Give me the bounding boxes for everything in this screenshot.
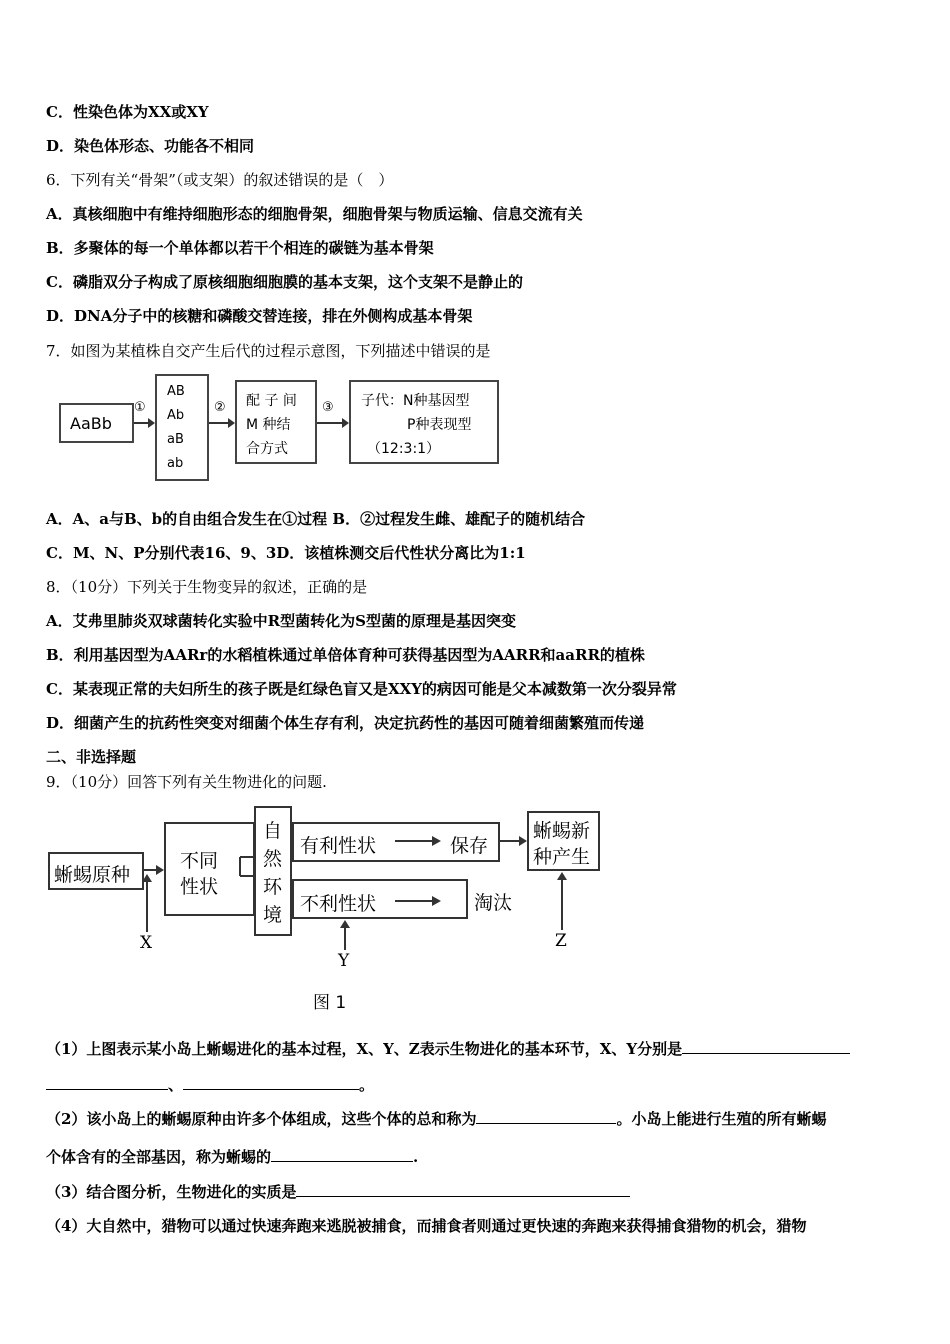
- q9-part1-blank-2[interactable]: [183, 1075, 359, 1090]
- q7-options-cd: C．M、N、P分别代表16、9、3D．该植株测交后代性状分离比为1:1: [46, 544, 526, 562]
- gamete-ab-lower-upper: aB: [167, 432, 184, 447]
- q6-stem: 6．下列有关“骨架”（或支架）的叙述错误的是（ ）: [46, 171, 394, 189]
- offspring-ratio: （12:3:1）: [367, 441, 441, 457]
- different-traits-box: [164, 822, 255, 916]
- q9-part2-text-a: （2）该小岛上的蜥蜴原种由许多个体组成，这些个体的总和称为: [46, 1110, 477, 1128]
- traits-line-1: 不同: [180, 850, 219, 872]
- q9-part1-blank-1b[interactable]: [46, 1075, 168, 1090]
- q7-options-ab: A．A、a与B、b的自由组合发生在①过程 B．②过程发生雌、雄配子的随机结合: [46, 510, 586, 528]
- figure-caption: 图 1: [313, 993, 347, 1013]
- label-z: Z: [555, 931, 567, 951]
- env-char-2: 然: [263, 848, 283, 870]
- environment-box: [254, 806, 292, 936]
- q6-option-d: D．DNA分子中的核糖和磷酸交替连接，排在外侧构成基本骨架: [46, 307, 473, 325]
- q9-stem: 9．（10分）回答下列有关生物进化的问题.: [46, 773, 327, 791]
- genotype-label: AaBb: [70, 414, 112, 433]
- q8-option-b: B．利用基因型为AARr的水稻植株通过单倍体育种可获得基因型为AARR和aaRR的植株: [46, 646, 645, 664]
- q9-part1-blank-1[interactable]: [682, 1039, 850, 1054]
- q9-part2: [46, 1109, 826, 1129]
- favorable-box: [292, 822, 500, 862]
- q6-option-a: A．真核细胞中有维持细胞形态的细胞骨架，细胞骨架与物质运输、信息交流有关: [46, 205, 583, 223]
- q9-part4: （4）大自然中，猎物可以通过快速奔跑来逃脱被捕食，而捕食者则通过更快速的奔跑来获得捕食猎物的机会，猎物: [46, 1217, 807, 1235]
- new-species-line-1: 蜥蜴新: [533, 820, 591, 842]
- new-species-line-2: 种产生: [533, 846, 591, 868]
- label-y: Y: [338, 951, 350, 971]
- q9-part1-cont: [46, 1075, 374, 1095]
- q9-part1-end: 。: [359, 1076, 375, 1094]
- gamete-ab-mixed: Ab: [167, 408, 185, 423]
- favorable-traits-label: 有利性状: [300, 835, 377, 857]
- q8-stem: 8．（10分）下列关于生物变异的叙述，正确的是: [46, 578, 368, 596]
- offspring-line-1: 子代：N种基因型: [361, 393, 470, 409]
- origin-species-label: 蜥蜴原种: [54, 864, 131, 886]
- q8-option-a: A．艾弗里肺炎双球菌转化实验中R型菌转化为S型菌的原理是基因突变: [46, 612, 516, 630]
- q5-option-d: D．染色体形态、功能各不相同: [46, 137, 255, 155]
- preserve-label: 保存: [450, 835, 489, 857]
- q9-part2-blank-2[interactable]: [271, 1147, 413, 1162]
- q8-option-c: C．某表现正常的夫妇所生的孩子既是红绿色盲又是XXY的病因可能是父本减数第一次分裂异常: [46, 680, 677, 698]
- new-species-box: [527, 811, 600, 871]
- traits-line-2: 性状: [180, 876, 219, 898]
- offspring-line-2: P种表现型: [407, 417, 472, 433]
- label-x: X: [140, 933, 153, 953]
- env-char-1: 自: [263, 820, 283, 842]
- gamete-ab-lower: ab: [167, 456, 184, 471]
- combination-line-2: M 种结: [246, 417, 291, 433]
- q7-stem: 7．如图为某植株自交产生后代的过程示意图，下列描述中错误的是: [46, 342, 491, 360]
- q9-part1: [46, 1039, 850, 1059]
- q5-option-c: C．性染色体为XX或XY: [46, 103, 209, 121]
- q9-part2-cont: [46, 1147, 418, 1167]
- q9-part1-text: （1）上图表示某小岛上蜥蜴进化的基本过程，X、Y、Z表示生物进化的基本环节，X、Y分别是: [46, 1040, 683, 1058]
- combination-line-3: 合方式: [246, 441, 288, 457]
- env-char-3: 环: [263, 876, 283, 898]
- origin-species-box: [48, 852, 144, 890]
- q9-part2-blank-1[interactable]: [476, 1109, 616, 1124]
- combination-line-1: 配 子 间: [246, 393, 297, 409]
- eliminate-label: 淘汰: [474, 892, 513, 914]
- q6-option-b: B．多聚体的每一个单体都以若干个相连的碳链为基本骨架: [46, 239, 434, 257]
- q6-option-c: C．磷脂双分子构成了原核细胞细胞膜的基本支架，这个支架不是静止的: [46, 273, 523, 291]
- q9-part2-text-b: 。小岛上能进行生殖的所有蜥蜴: [616, 1110, 827, 1128]
- q9-part3-text: （3）结合图分析，生物进化的实质是: [46, 1183, 297, 1201]
- step-1-label: ①: [134, 400, 146, 415]
- step-3-label: ③: [322, 400, 334, 415]
- q9-part3: [46, 1182, 630, 1202]
- section-heading: 二、非选择题: [46, 748, 137, 766]
- q9-part2-end: .: [413, 1148, 419, 1166]
- q9-part2-text-c: 个体含有的全部基因，称为蜥蜴的: [46, 1148, 272, 1166]
- unfavorable-box: [292, 879, 468, 919]
- step-2-label: ②: [214, 400, 226, 415]
- q9-part3-blank[interactable]: [296, 1182, 630, 1197]
- unfavorable-traits-label: 不利性状: [300, 893, 377, 915]
- q8-option-d: D．细菌产生的抗药性突变对细菌个体生存有利，决定抗药性的基因可随着细菌繁殖而传递: [46, 714, 645, 732]
- gamete-ab-upper: AB: [167, 384, 185, 399]
- env-char-4: 境: [263, 904, 283, 926]
- q9-part1-sep: 、: [168, 1076, 184, 1094]
